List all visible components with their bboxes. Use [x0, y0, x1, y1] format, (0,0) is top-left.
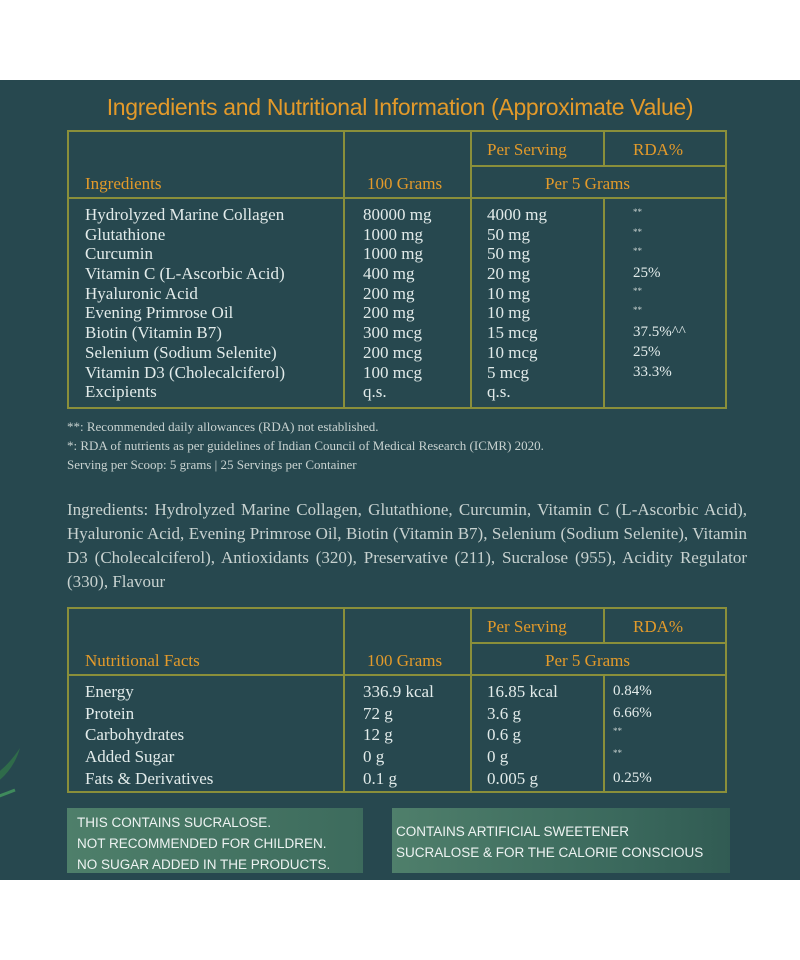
table-cell: 0.84% [613, 683, 652, 699]
page-title: Ingredients and Nutritional Information (Approximate Value) [106, 94, 694, 120]
leaf-decoration [0, 748, 30, 808]
header-ingredients: Ingredients [85, 174, 162, 193]
table-cell: 6.66% [613, 704, 652, 721]
table-cell: 0.6 g [487, 725, 521, 745]
per-100g-column [363, 681, 434, 789]
table-cell: q.s. [363, 382, 387, 402]
table-cell: ** [633, 285, 642, 296]
serving-info: Serving per Scoop: 5 grams | 25 Servings per Container [67, 457, 357, 472]
table-cell: 1000 mg [363, 224, 423, 244]
ingredient-names-column [85, 205, 285, 402]
table-cell: 10 mcg [487, 342, 538, 362]
table-cell: q.s. [487, 382, 511, 402]
footnotes [67, 417, 767, 474]
table-cell: ** [613, 726, 622, 737]
table-row: Evening Primrose Oil [85, 303, 234, 323]
table-cell: 15 mcg [487, 323, 538, 343]
table-row: Excipients [85, 382, 157, 402]
table-cell: 3.6 g [487, 703, 521, 723]
footnote-icmr: *: RDA of nutrients as per guidelines of Indian Council of Medical Research (ICMR) 2020. [67, 438, 544, 453]
header-per-serving: Per Serving [487, 617, 567, 636]
warning-line: NO SUGAR ADDED IN THE PRODUCTS. [77, 857, 331, 872]
header-rda: RDA% [633, 617, 684, 636]
warning-line: NOT RECOMMENDED FOR CHILDREN. [77, 836, 327, 851]
table-cell: 300 mcg [363, 323, 423, 343]
table-cell: 10 mg [487, 283, 530, 303]
table-row: Added Sugar [85, 747, 175, 767]
header-nutritional-facts: Nutritional Facts [85, 651, 200, 670]
table-row: Energy [85, 682, 134, 701]
table-cell: 37.5%^^ [633, 324, 686, 341]
header-per-5-grams: Per 5 Grams [545, 174, 630, 193]
table-cell: ** [633, 207, 642, 217]
table-cell: 16.85 kcal [487, 682, 558, 701]
table-cell: 336.9 kcal [363, 682, 434, 701]
table-cell: 12 g [363, 725, 393, 745]
table-cell: 0 g [487, 747, 509, 767]
table-cell: 50 mg [487, 244, 530, 264]
per-100g-column [363, 205, 431, 402]
table-cell: 400 mg [363, 264, 415, 284]
table-cell: ** [633, 305, 642, 316]
table-row: Vitamin D3 (Cholecalciferol) [85, 362, 286, 382]
table-cell: 25% [633, 343, 661, 360]
table-cell: 0 g [363, 747, 385, 767]
table-cell: 200 mg [363, 283, 415, 303]
table-row: Curcumin [85, 244, 153, 264]
notice-line: CONTAINS ARTIFICIAL SWEETENER [396, 824, 630, 839]
header-100-grams: 100 Grams [367, 174, 443, 193]
warning-line: THIS CONTAINS SUCRALOSE. [77, 815, 272, 830]
table-cell: 0.25% [613, 769, 652, 786]
table-cell: 200 mg [363, 303, 415, 323]
ingredients-table [67, 130, 727, 409]
table-cell: 50 mg [487, 224, 530, 244]
nutrition-label-panel [0, 80, 800, 880]
table-cell: 1000 mg [363, 244, 423, 264]
table-cell: 4000 mg [487, 205, 547, 224]
sweetener-notice-box [392, 808, 730, 873]
table-row: Hyaluronic Acid [85, 283, 198, 303]
table-row: Selenium (Sodium Selenite) [85, 342, 277, 362]
table-cell: 5 mcg [487, 362, 530, 382]
rda-column [633, 205, 686, 402]
per-5g-column [487, 205, 547, 402]
table-row: Carbohydrates [85, 725, 185, 745]
header-rda: RDA% [633, 140, 684, 159]
header-per-serving: Per Serving [487, 140, 567, 159]
table-cell: ** [613, 748, 622, 759]
table-cell: 20 mg [487, 264, 530, 284]
table-cell: 72 g [363, 703, 393, 723]
rda-column [613, 681, 652, 789]
table-cell: 0.1 g [363, 768, 397, 788]
per-5g-column [487, 681, 558, 789]
sucralose-warning-box [67, 808, 363, 873]
table-row: Vitamin C (L-Ascorbic Acid) [85, 264, 285, 284]
table-row: Biotin (Vitamin B7) [85, 323, 222, 343]
table-cell: ** [633, 246, 642, 257]
table-cell: 33.3% [633, 363, 672, 380]
nutrient-names-column [85, 681, 213, 789]
ingredients-paragraph: Ingredients: Hydrolyzed Marine Collagen, Glutathione, Curcumin, Vitamin C (L-Ascorbic Acid), Hyaluronic Acid, Evening Primrose Oil, Biotin (Vitamin B7), Selenium (Sodium Selenite), Vitamin D3 (Cholecalciferol), Antioxidants (320), Preservative (211), Sucralose (955), Acidity Regulator (330), Flavour [67, 500, 747, 591]
header-100-grams: 100 Grams [367, 651, 443, 670]
table-row: Hydrolyzed Marine Collagen [85, 205, 285, 224]
table-cell: 80000 mg [363, 205, 432, 224]
table-row: Protein [85, 703, 135, 723]
table-row: Glutathione [85, 224, 166, 244]
table-cell: 10 mg [487, 303, 530, 323]
table-cell: 25% [633, 265, 661, 282]
table-row: Fats & Derivatives [85, 768, 214, 788]
notice-line: SUCRALOSE & FOR THE CALORIE CONSCIOUS [396, 845, 704, 860]
table-cell: ** [633, 226, 642, 237]
table-cell: 200 mcg [363, 342, 423, 362]
footnote-rda-not-established: **: Recommended daily allowances (RDA) not established. [67, 419, 379, 434]
header-per-5-grams: Per 5 Grams [545, 651, 630, 670]
table-cell: 0.005 g [487, 768, 538, 788]
table-cell: 100 mcg [363, 362, 423, 382]
nutritional-facts-table [67, 607, 727, 793]
